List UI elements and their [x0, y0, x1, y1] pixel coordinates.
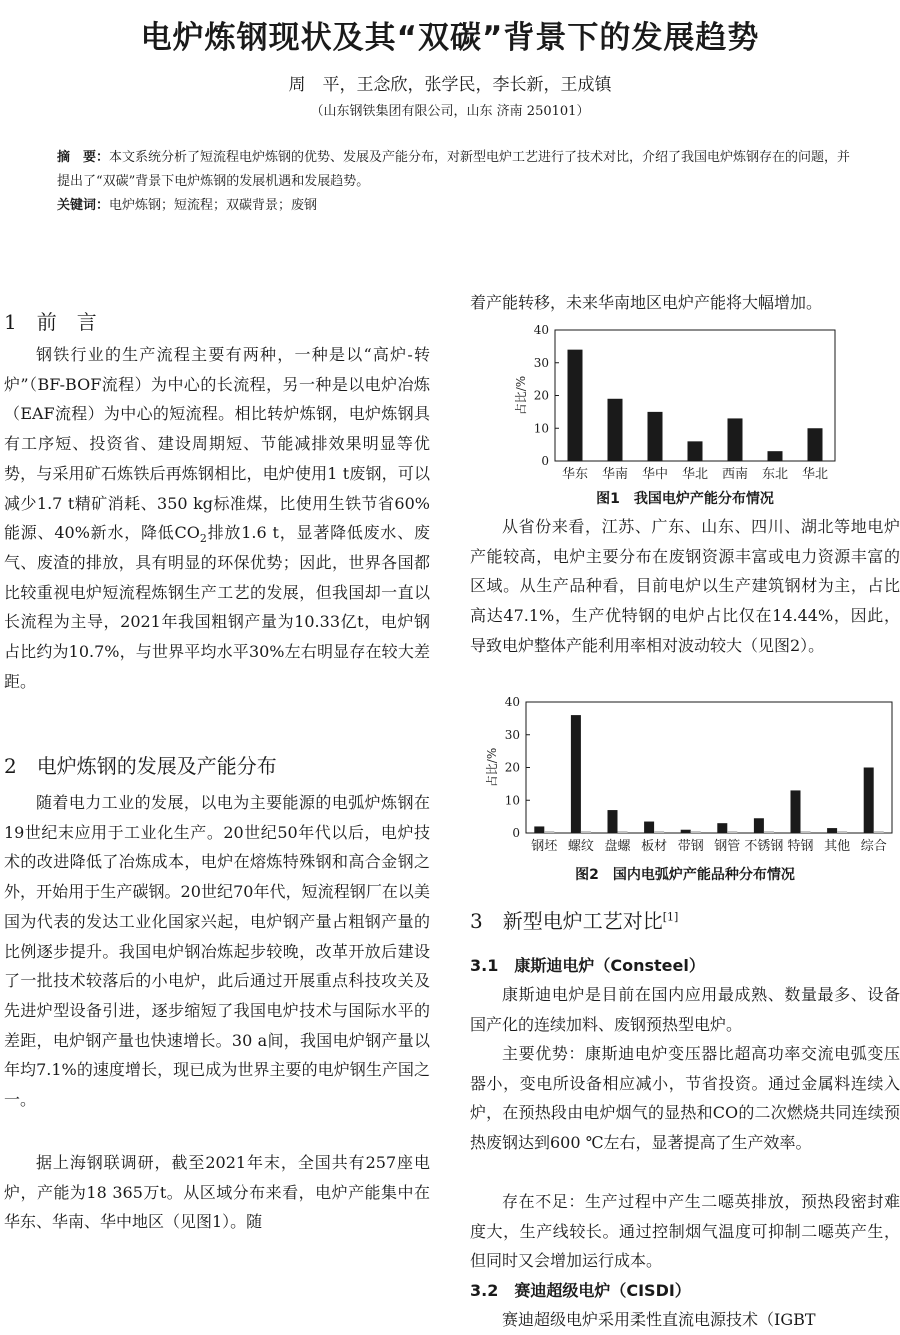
affiliation: （山东钢铁集团有限公司，山东 济南 250101） — [310, 104, 590, 119]
x-tick-label: 华东 — [561, 467, 589, 482]
section-3-title: 3 新型电炉工艺对比 — [470, 909, 663, 933]
x-tick-label: 东北 — [761, 467, 789, 482]
abstract-label: 摘 要： — [57, 150, 110, 165]
bar — [727, 831, 737, 833]
x-tick-label: 带钢 — [677, 839, 704, 854]
x-tick-label: 不锈钢 — [744, 839, 784, 854]
y-axis-label: 占比/% — [485, 747, 499, 788]
x-tick-label: 西南 — [721, 467, 749, 482]
bar — [764, 831, 774, 833]
bar — [581, 831, 591, 833]
bar — [688, 441, 703, 461]
plot-frame — [526, 702, 892, 833]
section-2-paragraph-3: 从省份来看，江苏、广东、山东、四川、湖北等地电炉产能较高，电炉主要分布在废钢资源丰富或电力资源丰富的区域。从生产品种看，目前电炉以生产建筑钢材为主，占比高达47.1%，生产优特钢的电炉占比仅在14.44%，因此，导致电炉整体产能利用率相对波动较大（见图2）。 — [470, 517, 900, 655]
bar — [754, 818, 764, 833]
section-2-heading: 2 电炉炼钢的发展及产能分布 — [4, 754, 277, 778]
section-3-1-paragraph-3: 存在不足：生产过程中产生二噁英排放，预热段密封难度大，生产线较长。通过控制烟气温度可抑制二噁英产生，但同时又会增加运行成本。 — [470, 1192, 900, 1271]
bar — [571, 715, 581, 833]
x-tick-label: 华北 — [801, 467, 829, 482]
bar — [864, 768, 874, 834]
section-2-paragraph-2-start: 据上海钢联调研，截至2021年末，全国共有257座电炉，产能为18 365万t。从区域分布来看，电炉产能集中在华东、华南、华中地区（见图1）。随 — [4, 1153, 430, 1232]
bar — [648, 412, 663, 461]
bar — [801, 831, 811, 833]
bar — [791, 790, 801, 833]
x-tick-label: 钢坯 — [531, 839, 558, 854]
section-3-1-paragraph-2: 主要优势：康斯迪电炉变压器比超高功率交流电弧变压器小，变电所设备相应减小，节省投资。通过金属料连续入炉，在预热段由电炉烟气的显热和CO的二次燃烧共同连续预热废钢达到600 ℃左右，显著提高了生产效率。 — [470, 1044, 900, 1153]
section-1-heading: 1 前 言 — [4, 310, 97, 334]
x-tick-label: 螺纹 — [567, 839, 594, 854]
bar — [654, 831, 664, 833]
section-3-2-paragraph-1: 赛迪超级电炉采用柔性直流电源技术（IGBT — [502, 1310, 816, 1329]
y-tick-label: 20 — [533, 388, 549, 403]
section-3-2-heading: 3.2 赛迪超级电炉（CISDI） — [470, 1281, 691, 1300]
x-tick-label: 华北 — [681, 467, 709, 482]
figure-1-chart — [500, 320, 840, 485]
bar — [534, 826, 544, 833]
y-tick-label: 10 — [504, 793, 520, 808]
co2-subscript: 2 — [199, 532, 207, 546]
bar — [691, 831, 701, 833]
bar — [644, 822, 654, 833]
bar — [544, 831, 554, 833]
y-tick-label: 0 — [512, 826, 520, 840]
bar — [827, 828, 837, 833]
y-tick-label: 40 — [504, 695, 520, 709]
bar — [608, 810, 618, 833]
y-tick-label: 40 — [533, 323, 549, 337]
author-list: 周 平，王念欣，张学民，李长新，王成镇 — [288, 75, 612, 95]
y-axis-label: 占比/% — [514, 375, 528, 416]
bar — [608, 399, 623, 461]
paper-title: 电炉炼钢现状及其“双碳”背景下的发展趋势 — [140, 20, 760, 56]
x-tick-label: 钢管 — [714, 839, 741, 854]
figure-2-chart — [485, 692, 896, 860]
bar — [728, 418, 743, 461]
x-tick-label: 综合 — [860, 839, 887, 854]
y-tick-label: 10 — [533, 421, 549, 436]
section-1-paragraph — [4, 340, 430, 696]
x-tick-label: 板材 — [641, 839, 668, 854]
y-tick-label: 30 — [504, 727, 520, 742]
bar — [568, 350, 583, 461]
section-3-1-paragraph-1: 康斯迪电炉是目前在国内应用最成熟、数量最多、设备国产化的连续加料、废钢预热型电炉。 — [470, 985, 900, 1034]
y-tick-label: 20 — [504, 760, 520, 775]
figure-1-caption: 图1 我国电炉产能分布情况 — [596, 491, 774, 507]
section-2-paragraph-2-end: 着产能转移，未来华南地区电炉产能将大幅增加。 — [470, 293, 823, 312]
x-tick-label: 华南 — [601, 467, 629, 482]
abstract — [57, 146, 857, 194]
y-tick-label: 0 — [541, 454, 549, 468]
section-3-heading — [470, 905, 678, 934]
y-tick-label: 30 — [533, 355, 549, 370]
keywords — [57, 195, 857, 217]
section-3-1-heading: 3.1 康斯迪电炉（Consteel） — [470, 956, 705, 975]
x-tick-label: 盘螺 — [604, 839, 631, 854]
bar — [681, 830, 691, 833]
bar — [808, 428, 823, 461]
x-tick-label: 华中 — [641, 467, 669, 482]
x-tick-label: 其他 — [824, 839, 851, 854]
bar — [837, 831, 847, 833]
bar — [768, 451, 783, 461]
bar — [618, 831, 628, 833]
figure-2-caption: 图2 国内电弧炉产能品种分布情况 — [575, 867, 795, 883]
section-1-text-b: 排放1.6 t，显著降低废水、废气、废渣的排放，具有明显的环保优势；因此，世界各国都比较重视电炉短流程炼钢生产工艺的发展，但我国却一直以长流程为主导，2021年我国粗钢产量为10.33亿t，电炉钢占比约为10.7%，与世界平均水平30%左右明显存在较大差距。 — [4, 523, 430, 691]
bar — [717, 823, 727, 833]
bar — [874, 831, 884, 833]
section-1-text-a: 钢铁行业的生产流程主要有两种，一种是以“高炉-转炉”（BF-BOF流程）为中心的长流程，另一种是以电炉冶炼（EAF流程）为中心的短流程。相比转炉炼钢，电炉炼钢具有工序短、投资省、建设周期短、节能减排效果明显等优势，与采用矿石炼铁后再炼钢相比，电炉使用1 t废钢，可以减少1.7 t精矿消耗、350 kg标准煤，比使用生铁节省60%能源、40%新水，降低CO — [4, 345, 430, 543]
section-2-paragraph-1: 随着电力工业的发展，以电为主要能源的电弧炉炼钢在19世纪末应用于工业化生产。20世纪50年代以后，电炉技术的改进降低了冶炼成本，电炉在熔炼特殊钢和高合金钢之外，开始用于生产碳钢。20世纪70年代，短流程钢厂在以美国为代表的发达工业化国家兴起，电炉钢产量占粗钢产量的比例逐步提升。我国电炉钢冶炼起步较晚，改革开放后建设了一批技术较落后的小电炉，此后通过开展重点科技攻关及先进炉型设备引进，逐步缩短了我国电炉技术与国际水平的差距，电炉钢产量也快速增长。30 a间，我国电炉钢产量以年均7.1%的速度增长，现已成为世界主要的电炉钢生产国之一。 — [4, 793, 430, 1110]
keywords-label: 关键词： — [57, 198, 110, 213]
section-3-ref: [1] — [662, 910, 679, 924]
x-tick-label: 特钢 — [787, 839, 814, 854]
keywords-text: 电炉炼钢；短流程；双碳背景；废钢 — [109, 198, 318, 213]
abstract-text: 本文系统分析了短流程电炉炼钢的优势、发展及产能分布，对新型电炉工艺进行了技术对比，介绍了我国电炉炼钢存在的问题，并提出了“双碳”背景下电炉炼钢的发展机遇和发展趋势。 — [57, 150, 851, 189]
